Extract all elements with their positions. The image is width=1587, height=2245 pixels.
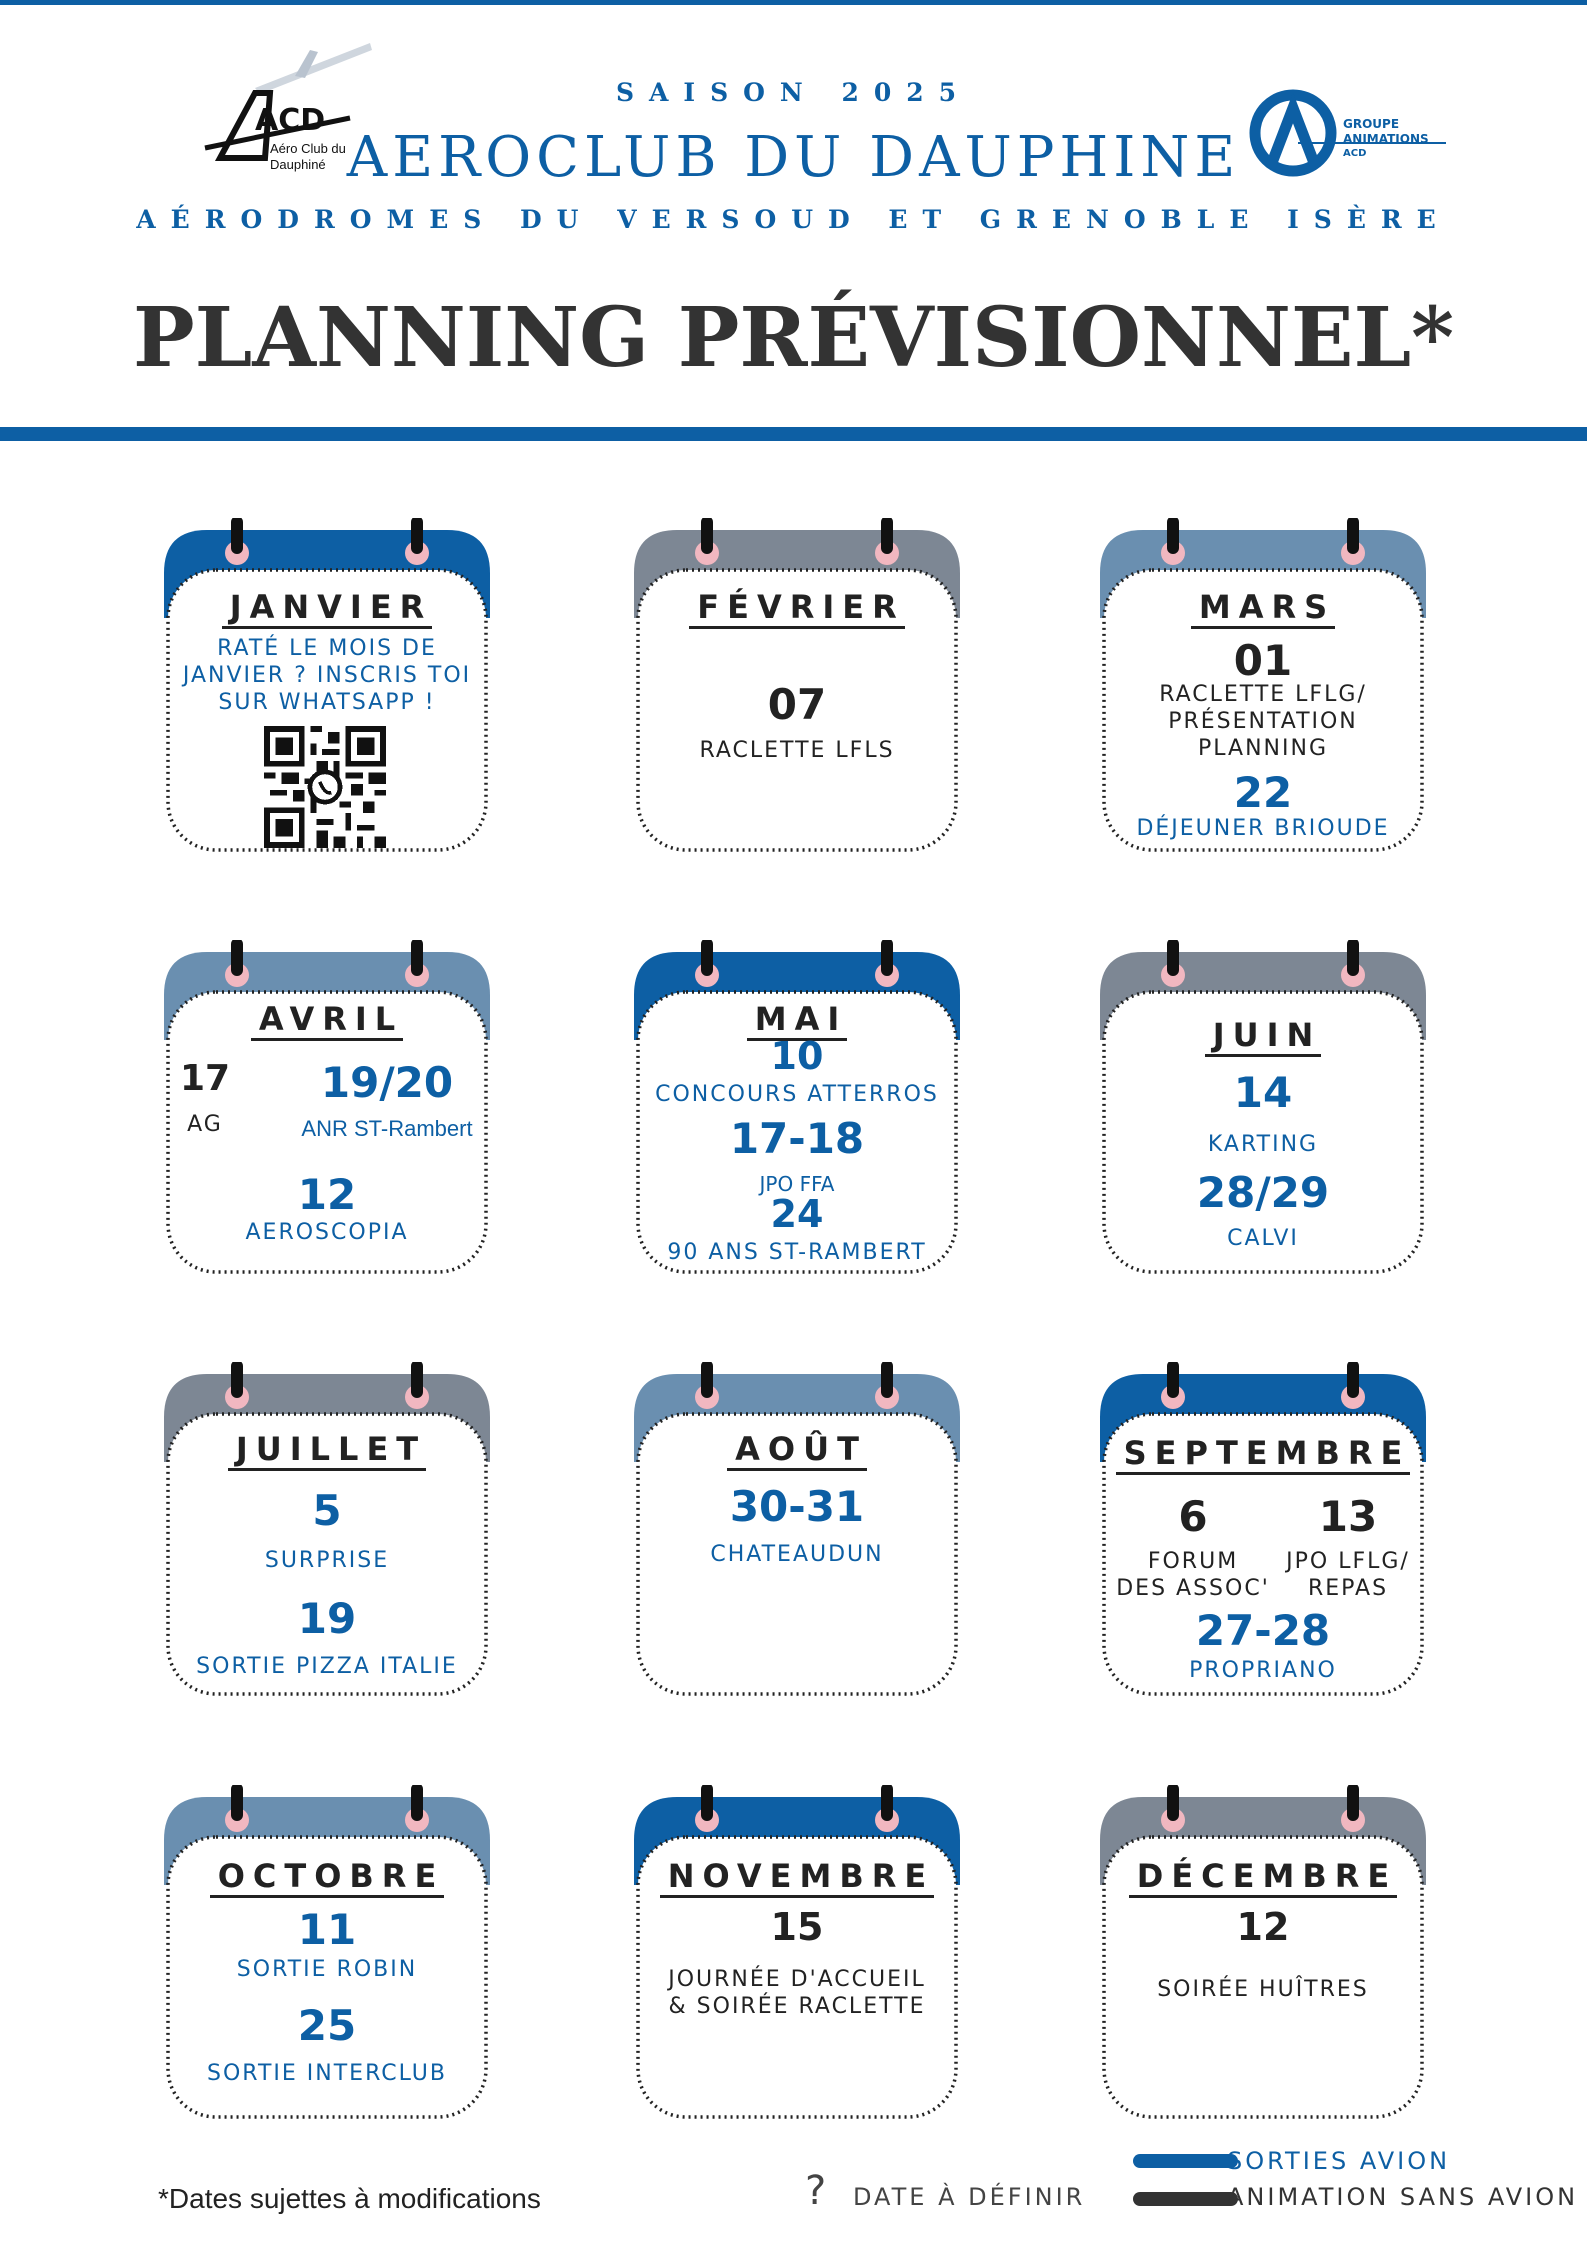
calendar-octobre (162, 1785, 492, 2115)
binder-ring-pin-icon (1347, 1785, 1359, 1821)
event-date: 17 (179, 1058, 231, 1099)
binder-ring-pin-icon (1167, 940, 1179, 976)
event-date: 28/29 (1196, 1168, 1330, 1217)
legend-tbd-label: DATE À DÉFINIR (853, 2183, 1086, 2211)
binder-ring-pin-icon (231, 518, 243, 554)
binder-ring-pin-icon (411, 940, 423, 976)
svg-text:Dauphiné: Dauphiné (270, 157, 326, 172)
event-label: CHATEAUDUN (710, 1542, 884, 1567)
binder-ring-pin-icon (1347, 940, 1359, 976)
month-title: JUILLET (162, 1430, 492, 1468)
binder-ring-pin-icon (881, 518, 893, 554)
event-date: 27-28 (1195, 1606, 1331, 1655)
event-label: 90 ANS ST-RAMBERT (667, 1240, 927, 1265)
event-date: 22 (1233, 768, 1293, 817)
event-date: 30-31 (729, 1482, 865, 1531)
binder-ring-pin-icon (231, 1362, 243, 1398)
top-rule (0, 0, 1587, 5)
event-date: 25 (297, 2001, 357, 2050)
event-label: RACLETTE LFLG/ (1159, 682, 1367, 707)
event-label: DES ASSOC' (1116, 1576, 1270, 1601)
calendar-aout (632, 1362, 962, 1692)
event-date: 01 (1233, 636, 1293, 685)
calendar-janvier (162, 518, 492, 848)
event-label: AG (187, 1112, 223, 1137)
legend-plane-label: SORTIES AVION (1227, 2147, 1451, 2175)
footnote: *Dates sujettes à modifications (158, 2183, 541, 2214)
month-title: OCTOBRE (162, 1857, 492, 1895)
legend-plane-swatch (1133, 2154, 1238, 2168)
event-date: 12 (297, 1170, 357, 1219)
event-label: FORUM (1147, 1549, 1239, 1574)
event-date: 12 (1236, 1905, 1290, 1949)
event-date: 5 (312, 1486, 342, 1535)
binder-ring-pin-icon (1167, 518, 1179, 554)
calendar-frame (632, 1362, 962, 1702)
event-label: SOIRÉE HUÎTRES (1157, 1977, 1369, 2002)
event-label: ANR ST-Rambert (301, 1116, 473, 1141)
event-date: 07 (767, 680, 827, 729)
event-label: SORTIE PIZZA ITALIE (196, 1654, 458, 1679)
month-title: FÉVRIER (632, 588, 962, 626)
aerodromes-line: AÉRODROMES DU VERSOUD ET GRENOBLE ISÈRE (136, 205, 1451, 234)
event-label: JPO LFLG/ (1286, 1549, 1410, 1574)
month-title: NOVEMBRE (632, 1857, 962, 1895)
club-name: AEROCLUB DU DAUPHINE (346, 125, 1241, 190)
season-label: SAISON 2025 (615, 78, 972, 107)
binder-ring-pin-icon (1347, 518, 1359, 554)
event-date: 6 (1178, 1492, 1208, 1541)
calendar-mars (1098, 518, 1428, 848)
event-date: 17-18 (729, 1114, 865, 1163)
event-label: PROPRIANO (1189, 1658, 1337, 1683)
binder-ring-pin-icon (701, 518, 713, 554)
event-date: 19 (297, 1594, 357, 1643)
legend-noplane-label: ANIMATION SANS AVION (1227, 2183, 1579, 2211)
groupe-animations-logo (1248, 88, 1448, 188)
svg-text:ACD: ACD (255, 103, 326, 138)
month-title: MARS (1098, 588, 1428, 626)
month-title: JUIN (1098, 1016, 1428, 1054)
binder-ring-pin-icon (701, 940, 713, 976)
event-date: 14 (1233, 1068, 1293, 1117)
event-label: REPAS (1307, 1576, 1389, 1601)
event-label: SORTIE INTERCLUB (207, 2061, 447, 2086)
month-title: MAI (632, 1000, 962, 1038)
event-label: SUR WHATSAPP ! (218, 690, 436, 715)
event-label: RATÉ LE MOIS DE (217, 636, 437, 661)
calendar-novembre (632, 1785, 962, 2115)
page-title: PLANNING PRÉVISIONNEL* (133, 290, 1454, 386)
calendar-mai (632, 940, 962, 1270)
month-title: AVRIL (162, 1000, 492, 1038)
binder-ring-pin-icon (701, 1785, 713, 1821)
calendar-frame (632, 1785, 962, 2125)
calendar-fevrier (632, 518, 962, 848)
month-title: JANVIER (162, 588, 492, 626)
binder-ring-pin-icon (411, 1785, 423, 1821)
event-date: 19/20 (320, 1058, 454, 1107)
event-label: RACLETTE LFLS (699, 738, 895, 763)
calendar-frame (1098, 1785, 1428, 2125)
binder-ring-pin-icon (881, 940, 893, 976)
legend-noplane-swatch (1133, 2192, 1238, 2206)
event-label: JOURNÉE D'ACCUEIL (668, 1967, 926, 1992)
event-label: AEROSCOPIA (245, 1220, 409, 1245)
month-title: SEPTEMBRE (1098, 1434, 1428, 1472)
binder-ring-pin-icon (231, 1785, 243, 1821)
event-label: CONCOURS ATTERROS (655, 1082, 939, 1107)
event-label: JPO FFA (759, 1172, 835, 1196)
event-label: KARTING (1207, 1132, 1319, 1157)
calendar-juillet (162, 1362, 492, 1692)
event-label: PLANNING (1198, 736, 1328, 761)
svg-text:Aéro Club du: Aéro Club du (270, 141, 346, 156)
binder-ring-pin-icon (881, 1785, 893, 1821)
binder-ring-pin-icon (1167, 1362, 1179, 1398)
svg-text:GROUPE: GROUPE (1343, 117, 1400, 131)
binder-ring-pin-icon (881, 1362, 893, 1398)
event-label: SORTIE ROBIN (236, 1957, 418, 1982)
binder-ring-pin-icon (701, 1362, 713, 1398)
calendar-septembre (1098, 1362, 1428, 1692)
month-title: AOÛT (632, 1430, 962, 1468)
event-label: DÉJEUNER BRIOUDE (1136, 816, 1390, 841)
header-rule (0, 427, 1587, 441)
whatsapp-qr-code (264, 726, 386, 848)
event-label: JANVIER ? INSCRIS TOI (182, 663, 472, 688)
event-label: CALVI (1227, 1226, 1299, 1251)
event-label: SURPRISE (264, 1548, 390, 1573)
event-date: 11 (297, 1905, 357, 1954)
event-label: & SOIRÉE RACLETTE (668, 1994, 926, 2019)
binder-ring-pin-icon (411, 1362, 423, 1398)
svg-text:ACD: ACD (1343, 148, 1367, 159)
binder-ring-pin-icon (231, 940, 243, 976)
event-date: 24 (770, 1192, 824, 1236)
event-date: 10 (770, 1034, 824, 1078)
month-title: DÉCEMBRE (1098, 1857, 1428, 1895)
calendar-juin (1098, 940, 1428, 1270)
event-date: 15 (770, 1905, 824, 1949)
event-date: 13 (1318, 1492, 1378, 1541)
binder-ring-pin-icon (411, 518, 423, 554)
calendar-decembre (1098, 1785, 1428, 2115)
question-mark-icon: ? (805, 2168, 827, 2214)
binder-ring-pin-icon (1167, 1785, 1179, 1821)
calendar-avril (162, 940, 492, 1270)
binder-ring-pin-icon (1347, 1362, 1359, 1398)
svg-text:ANIMATIONS: ANIMATIONS (1343, 132, 1429, 146)
event-label: PRÉSENTATION (1168, 709, 1358, 734)
